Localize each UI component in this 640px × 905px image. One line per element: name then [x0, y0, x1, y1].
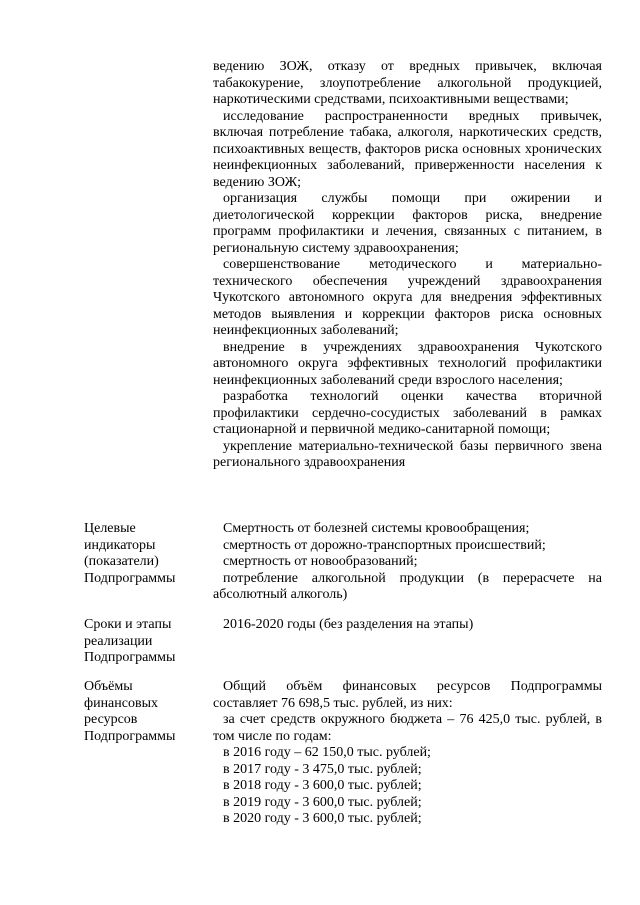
indicator-item: смертность от дорожно-транспортных происшествий; [223, 537, 546, 553]
finance-paragraph: Общий объём финансовых ресурсов Подпрограммы составляет 76 698,5 тыс. рублей, из них: [213, 679, 602, 711]
label-line: Целевые [84, 521, 136, 536]
label-line: ресурсов [84, 712, 138, 727]
indicators-content [213, 521, 602, 604]
task-paragraph: организация службы помощи при ожирении и диетологической коррекции факторов риска, внедрение программ профилактики и лечения, связанных с питанием, в региональную систему здравоохранения; [213, 191, 602, 256]
label-line: Подпрограммы [84, 570, 176, 586]
task-paragraph: внедрение в учреждениях здравоохранения Чукотского автономного округа эффективных технологий профилактики неинфекционных заболеваний среди взрослого населения; [213, 339, 602, 388]
label-line: Сроки и этапы [84, 617, 172, 632]
finance-paragraph: за счет средств окружного бюджета – 76 425,0 тыс. рублей, в том числе по годам: [213, 712, 602, 744]
indicator-item: Смертность от болезней системы кровообращения; [223, 521, 530, 536]
tasks-content [213, 59, 602, 472]
label-line: Подпрограммы [84, 650, 176, 665]
finance-year: в 2016 году – 62 150,0 тыс. рублей; [223, 745, 431, 760]
finance-content [213, 679, 602, 828]
indicators-label [84, 521, 199, 587]
task-paragraph: совершенствование методического и материально-технического обеспечения учреждений здравоохранения Чукотского автономного округа для внедрения эффективных методов выявления и коррекции факторов риска основных неинфекционных заболеваний; [213, 257, 602, 338]
label-line: финансовых [84, 695, 158, 711]
terms-label [84, 617, 199, 667]
label-line: Объёмы [84, 679, 133, 694]
finance-label [84, 679, 199, 745]
terms-value: 2016-2020 годы (без разделения на этапы) [223, 617, 474, 632]
indicator-item: потребление алкогольной продукции (в перерасчете на абсолютный алкоголь) [213, 570, 602, 602]
task-paragraph: укрепление материально-технической базы первичного звена регионального здравоохранения [213, 438, 602, 470]
task-paragraph: ведению ЗОЖ, отказу от вредных привычек, включая табакокурение, злоупотребление алкогольной продукцией, наркотическими средствами, психоактивными веществами; [213, 59, 602, 107]
finance-year: в 2019 году - 3 600,0 тыс. рублей; [223, 794, 422, 810]
finance-year: в 2018 году - 3 600,0 тыс. рублей; [223, 778, 422, 793]
indicator-item: смертность от новообразований; [223, 554, 418, 569]
finance-year: в 2017 году - 3 475,0 тыс. рублей; [223, 761, 422, 777]
finance-year: в 2020 году - 3 600,0 тыс. рублей; [223, 811, 422, 826]
label-line: индикаторы [84, 537, 156, 553]
label-line: Подпрограммы [84, 728, 176, 744]
terms-content [213, 617, 602, 634]
label-line: (показатели) [84, 554, 159, 569]
task-paragraph: исследование распространенности вредных привычек, включая потребление табака, алкоголя, наркотических средств, психоактивных веществ, факторов риска основных хронических неинфекционных заболеваний, приверженности населения к ведению ЗОЖ; [213, 108, 602, 190]
label-line: реализации [84, 633, 153, 649]
task-paragraph: разработка технологий оценки качества вторичной профилактики сердечно-сосудистых заболеваний в рамках стационарной и первичной медико-санитарной помощи; [213, 389, 602, 437]
